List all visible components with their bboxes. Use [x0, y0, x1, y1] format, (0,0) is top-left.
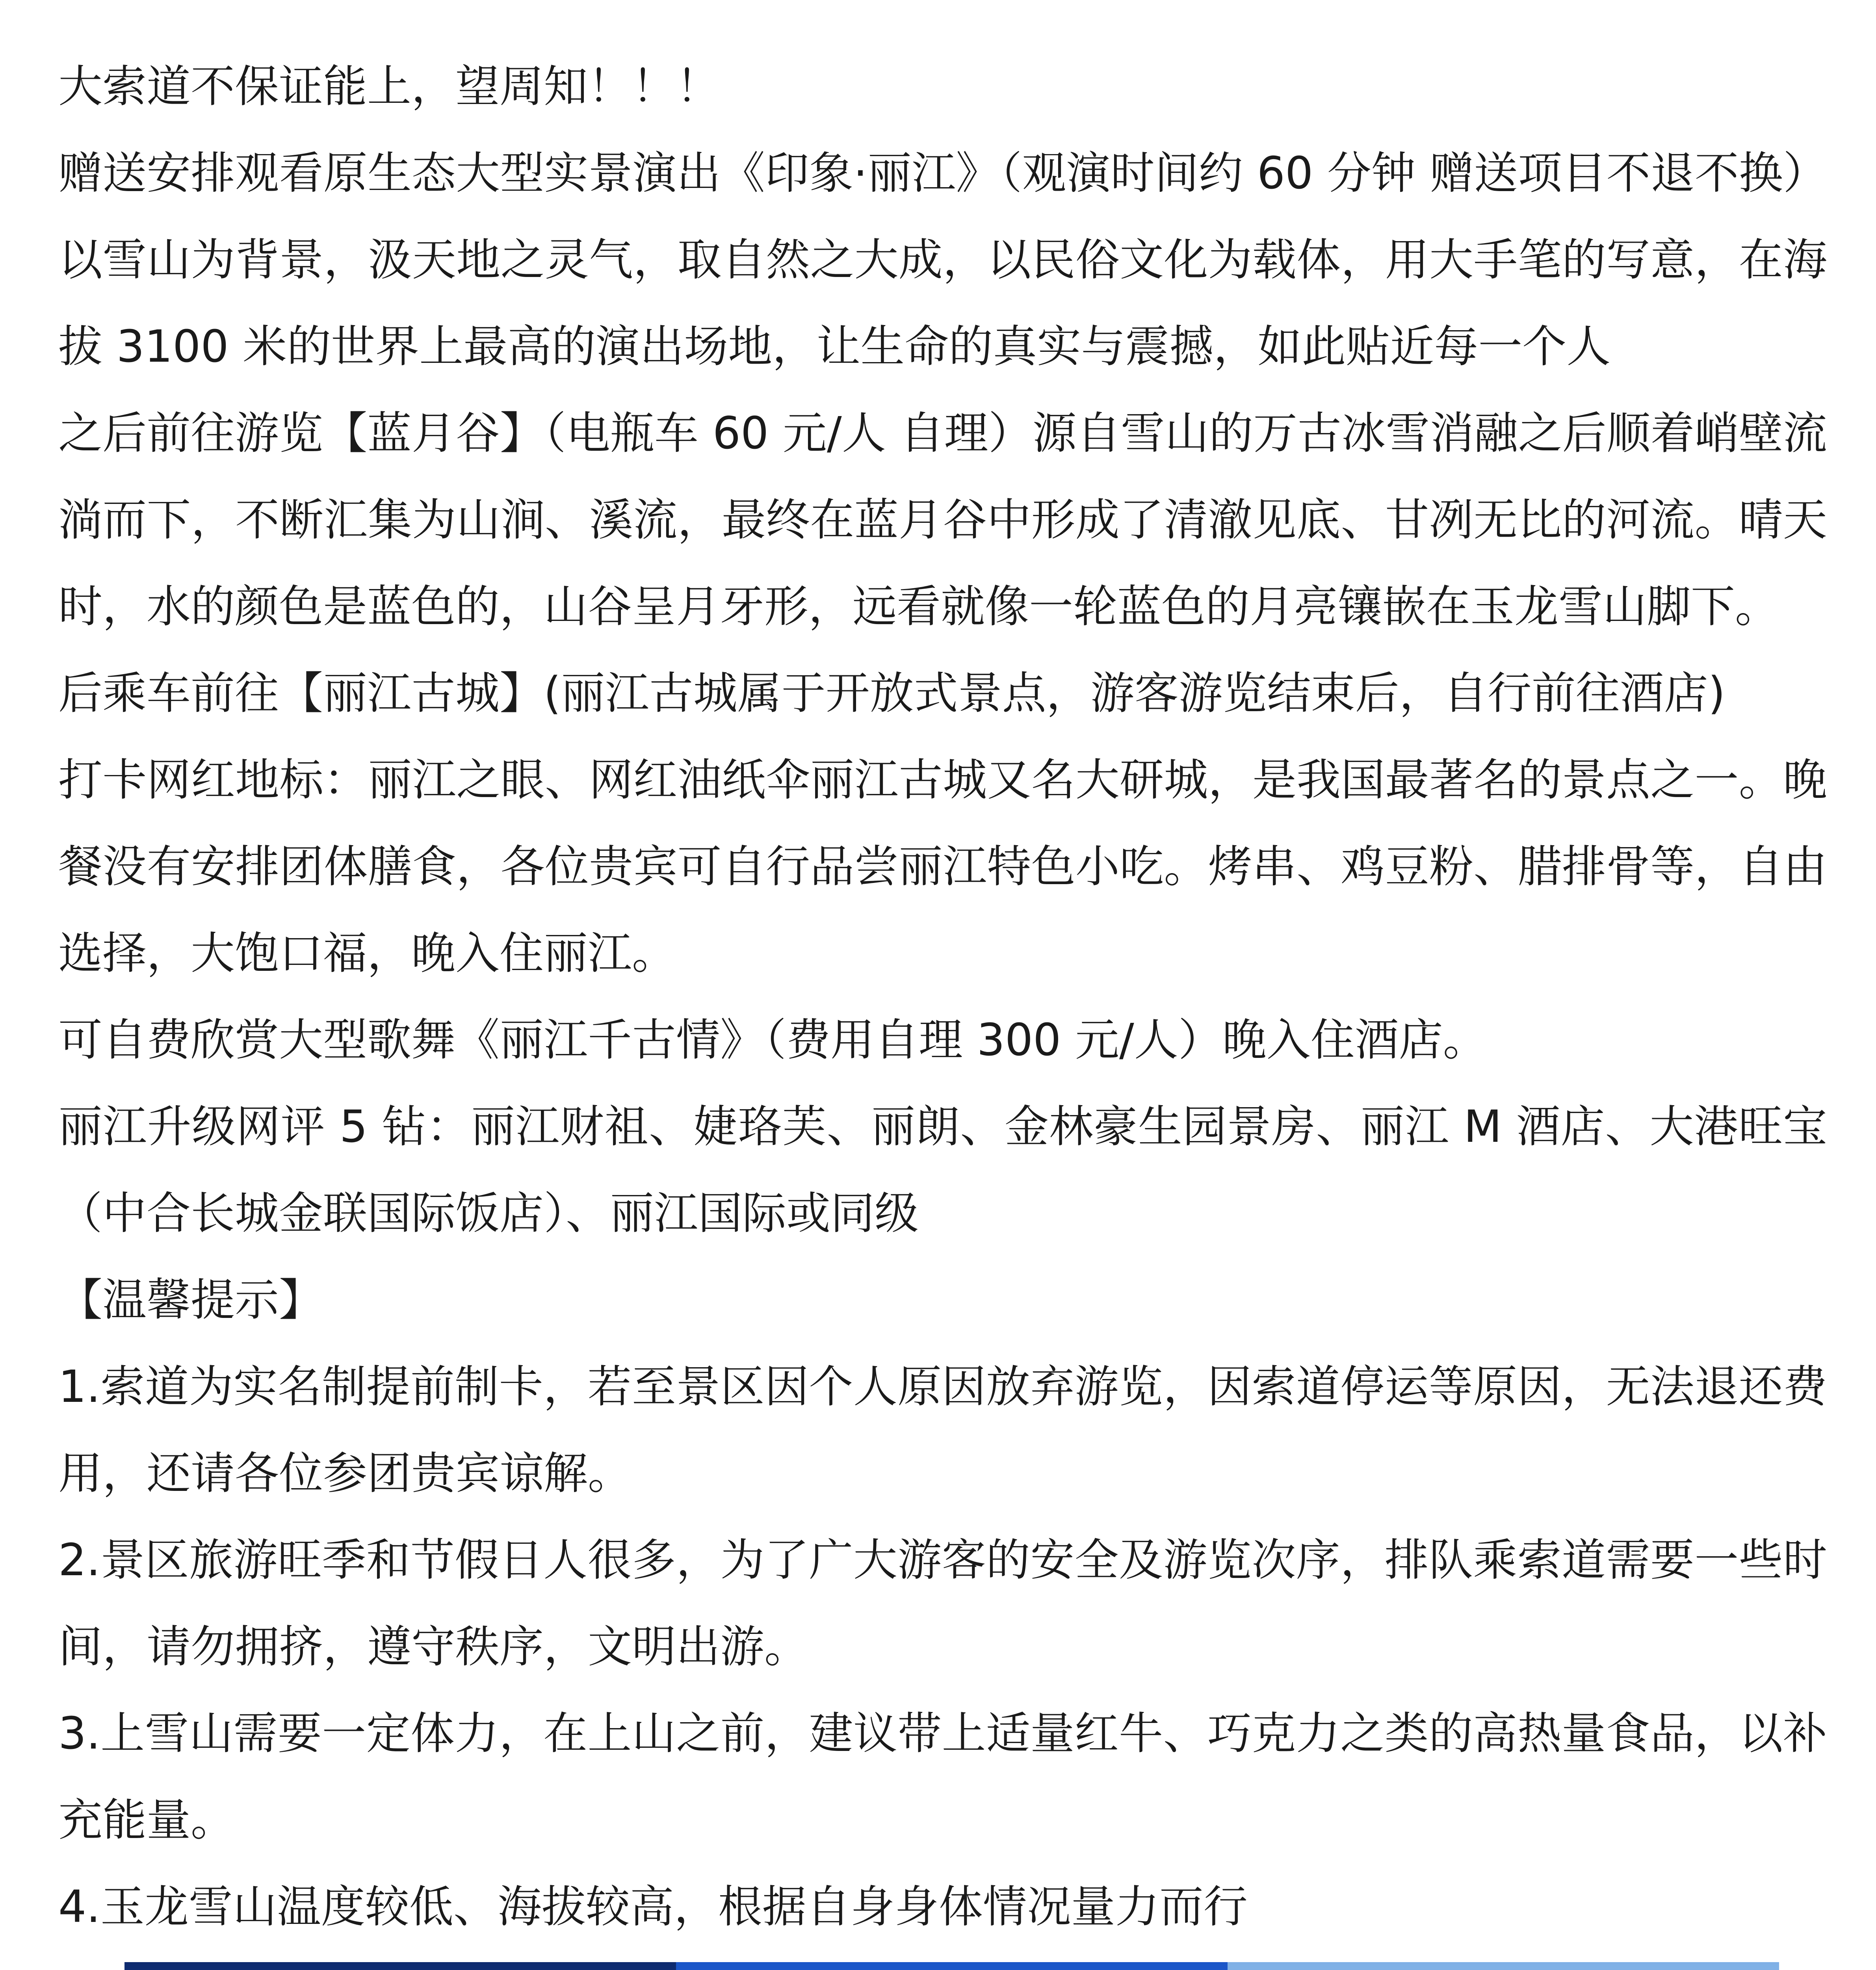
- paragraph-lijiang-old-town: 后乘车前往【丽江古城】(丽江古城属于开放式景点，游客游览结束后，自行前往酒店): [58, 668, 1726, 719]
- tip-4: 4.玉龙雪山温度较低、海拔较高，根据自身身体情况量力而行: [58, 1881, 1248, 1933]
- paragraph-impression-lijiang: 赠送安排观看原生态大型实景演出《印象·丽江》（观演时间约 60 分钟 赠送项目不退不换）以雪山为背景，汲天地之灵气，取自然之大成，以民俗文化为载体，用大手笔的写意，在海拔 3100 米的世界上最高的演出场地，让生命的真实与震撼，如此贴近每一个人: [58, 148, 1827, 372]
- paragraph-hotels: 丽江升级网评 5 钻：丽江财祖、婕珞芙、丽朗、金林豪生园景房、丽江 M 酒店、大港旺宝（中合长城金联国际饭店）、丽江国际或同级: [58, 1101, 1827, 1239]
- tip-2: 2.景区旅游旺季和节假日人很多，为了广大游客的安全及游览次序，排队乘索道需要一些时间，请勿拥挤，遵守秩序，文明出游。: [58, 1535, 1827, 1673]
- itinerary-page: [58, 43, 1827, 1970]
- tip-1: 1.索道为实名制提前制卡，若至景区因个人原因放弃游览，因索道停运等原因，无法退还费用，还请各位参团贵宾谅解。: [58, 1361, 1827, 1499]
- paragraph-optional-show: 可自费欣赏大型歌舞《丽江千古情》（费用自理 300 元/人）晚入住酒店。: [58, 1015, 1487, 1066]
- snow-mountain-photo: [124, 1962, 676, 1970]
- tips-heading: 【温馨提示】: [58, 1275, 323, 1326]
- photo-strip: [124, 1962, 1779, 1970]
- blue-moon-valley-photo: [1228, 1962, 1779, 1970]
- paragraph-blue-moon-valley: 之后前往游览【蓝月谷】（电瓶车 60 元/人 自理）源自雪山的万古冰雪消融之后顺着峭壁流淌而下，不断汇集为山涧、溪流，最终在蓝月谷中形成了清澈见底、甘冽无比的河流。晴天时，水的颜色是蓝色的，山谷呈月牙形，远看就像一轮蓝色的月亮镶嵌在玉龙雪山脚下。: [58, 408, 1827, 632]
- cloud-mountain-photo: [676, 1962, 1228, 1970]
- paragraph-landmarks: 打卡网红地标：丽江之眼、网红油纸伞丽江古城又名大研城，是我国最著名的景点之一。晚餐没有安排团体膳食，各位贵宾可自行品尝丽江特色小吃。烤串、鸡豆粉、腊排骨等，自由选择，大饱口福，晚入住丽江。: [58, 755, 1827, 979]
- tip-3: 3.上雪山需要一定体力，在上山之前，建议带上适量红牛、巧克力之类的高热量食品，以补充能量。: [58, 1708, 1827, 1846]
- notice-cableway: 大索道不保证能上，望周知！！！: [58, 61, 720, 112]
